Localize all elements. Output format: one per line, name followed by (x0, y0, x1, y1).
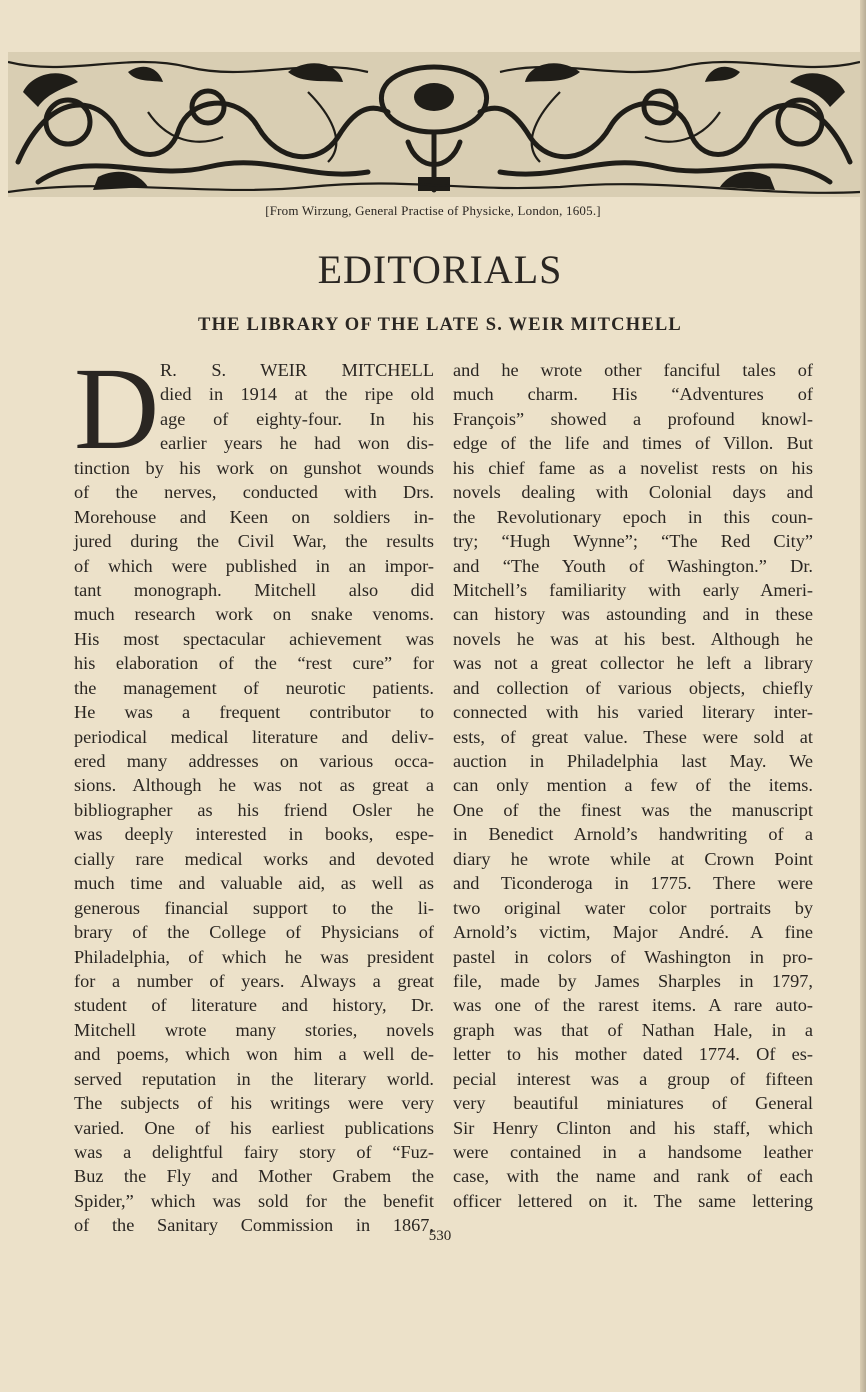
text-line: Buz the Fly and Mother Grabem the (74, 1166, 434, 1187)
text-line: Philadelphia, of which he was president (74, 946, 434, 967)
text-line: was not a great collector he left a library (453, 653, 813, 674)
text-line: varied. One of his earliest publications (74, 1117, 434, 1138)
text-line: brary of the College of Physicians of (74, 922, 434, 943)
article-subtitle: THE LIBRARY OF THE LATE S. WEIR MITCHELL (198, 315, 682, 335)
text-line: earlier years he had won dis- (160, 433, 434, 454)
text-line: age of eighty-four. In his (160, 408, 434, 429)
text-line: two original water color portraits by (453, 897, 813, 918)
text-line: served reputation in the literary world. (74, 1068, 434, 1089)
text-line: generous financial support to the li- (74, 897, 434, 918)
right-column (453, 358, 813, 1213)
text-line: much charm. His “Adventures of (453, 384, 813, 405)
text-line: try; “Hugh Wynne”; “The Red City” (453, 531, 813, 552)
text-line: in Benedict Arnold’s handwriting of a (453, 824, 813, 845)
text-line: for a number of years. Always a great (74, 970, 434, 991)
text-line: Morehouse and Keen on soldiers in- (74, 506, 434, 527)
text-line: pecial interest was a group of fifteen (453, 1068, 813, 1089)
text-line: student of literature and history, Dr. (74, 995, 434, 1016)
text-line: died in 1914 at the ripe old (160, 384, 434, 405)
text-line: was one of the rarest items. A rare auto- (453, 995, 813, 1016)
text-line: periodical medical literature and deliv- (74, 726, 434, 747)
text-line: auction in Philadelphia last May. We (453, 751, 813, 771)
text-line: tant monograph. Mitchell also did (74, 579, 434, 600)
woodcut-banner-illustration (8, 52, 860, 197)
text-line: tinction by his work on gunshot wounds (74, 457, 434, 478)
text-line: bibliographer as his friend Osler he (74, 799, 434, 820)
text-line: His most spectacular achievement was (74, 628, 434, 649)
text-line: and Ticonderoga in 1775. There were (453, 873, 813, 894)
text-line: can only mention a few of the items. (453, 775, 813, 796)
text-line: connected with his varied literary inter- (453, 702, 813, 723)
text-line: much research work on snake venoms. (74, 604, 434, 625)
text-line: The subjects of his writings were very (74, 1093, 434, 1114)
text-line: letter to his mother dated 1774. Of es- (453, 1044, 813, 1065)
text-line: graph was that of Nathan Hale, in a (453, 1019, 813, 1040)
text-line: the Revolutionary epoch in this coun- (453, 506, 813, 527)
text-line: One of the finest was the manuscript (453, 799, 813, 820)
text-line: pastel in colors of Washington in pro- (453, 946, 813, 967)
text-line: ests, of great value. These were sold at (453, 726, 813, 747)
text-line: R. S. WEIR MITCHELL (160, 360, 434, 380)
text-line: François” showed a profound knowl- (453, 408, 813, 429)
text-line: much time and valuable aid, as well as (74, 873, 434, 894)
text-line: Spider,” which was sold for the benefit (74, 1190, 434, 1211)
text-line: edge of the life and times of Villon. But (453, 433, 813, 454)
text-line: was a delightful fairy story of “Fuz- (74, 1142, 434, 1162)
text-line: case, with the name and rank of each (453, 1166, 813, 1187)
text-line: of the Sanitary Commission in 1867, (74, 1215, 434, 1236)
text-line: officer lettered on it. The same lettering (453, 1190, 813, 1211)
illustration-caption: [From Wirzung, General Practise of Physicke, London, 1605.] (265, 203, 601, 218)
text-line: Sir Henry Clinton and his staff, which (453, 1117, 813, 1138)
text-line: of the nerves, conducted with Drs. (74, 482, 434, 503)
text-line: diary he wrote while at Crown Point (453, 848, 813, 869)
left-column (74, 358, 434, 1238)
text-line: can history was astounding and in these (453, 604, 813, 625)
text-line: ered many addresses on various occa- (74, 751, 434, 771)
text-line: his elaboration of the “rest cure” for (74, 653, 434, 674)
drop-cap-glyph: D (74, 360, 158, 452)
text-line: He was a frequent contributor to (74, 702, 434, 723)
text-line: file, made by James Sharples in 1797, (453, 970, 813, 991)
text-line: cially rare medical works and devoted (74, 848, 434, 869)
text-line: very beautiful miniatures of General (453, 1093, 813, 1114)
text-line: and he wrote other fanciful tales of (453, 360, 813, 380)
text-line: Arnold’s victim, Major André. A fine (453, 922, 813, 943)
text-line: and collection of various objects, chiefly (453, 677, 813, 698)
text-line: sions. Although he was not as great a (74, 775, 434, 796)
text-line: was deeply interested in books, espe- (74, 824, 434, 845)
text-line: were contained in a handsome leather (453, 1142, 813, 1162)
text-line: and poems, which won him a well de- (74, 1044, 434, 1065)
text-line: novels dealing with Colonial days and (453, 482, 813, 503)
page-number: 530 (428, 1228, 452, 1244)
text-line: and “The Youth of Washington.” Dr. (453, 555, 813, 576)
text-line: jured during the Civil War, the results (74, 531, 434, 552)
text-line: novels he was at his best. Although he (453, 628, 813, 649)
text-line: of which were published in an impor- (74, 555, 434, 576)
text-line: Mitchell’s familiarity with early Ameri- (453, 579, 813, 600)
page-title: EDITORIALS (317, 247, 563, 292)
text-line: the management of neurotic patients. (74, 677, 434, 698)
text-line: Mitchell wrote many stories, novels (74, 1019, 434, 1040)
text-line: his chief fame as a novelist rests on his (453, 457, 813, 478)
